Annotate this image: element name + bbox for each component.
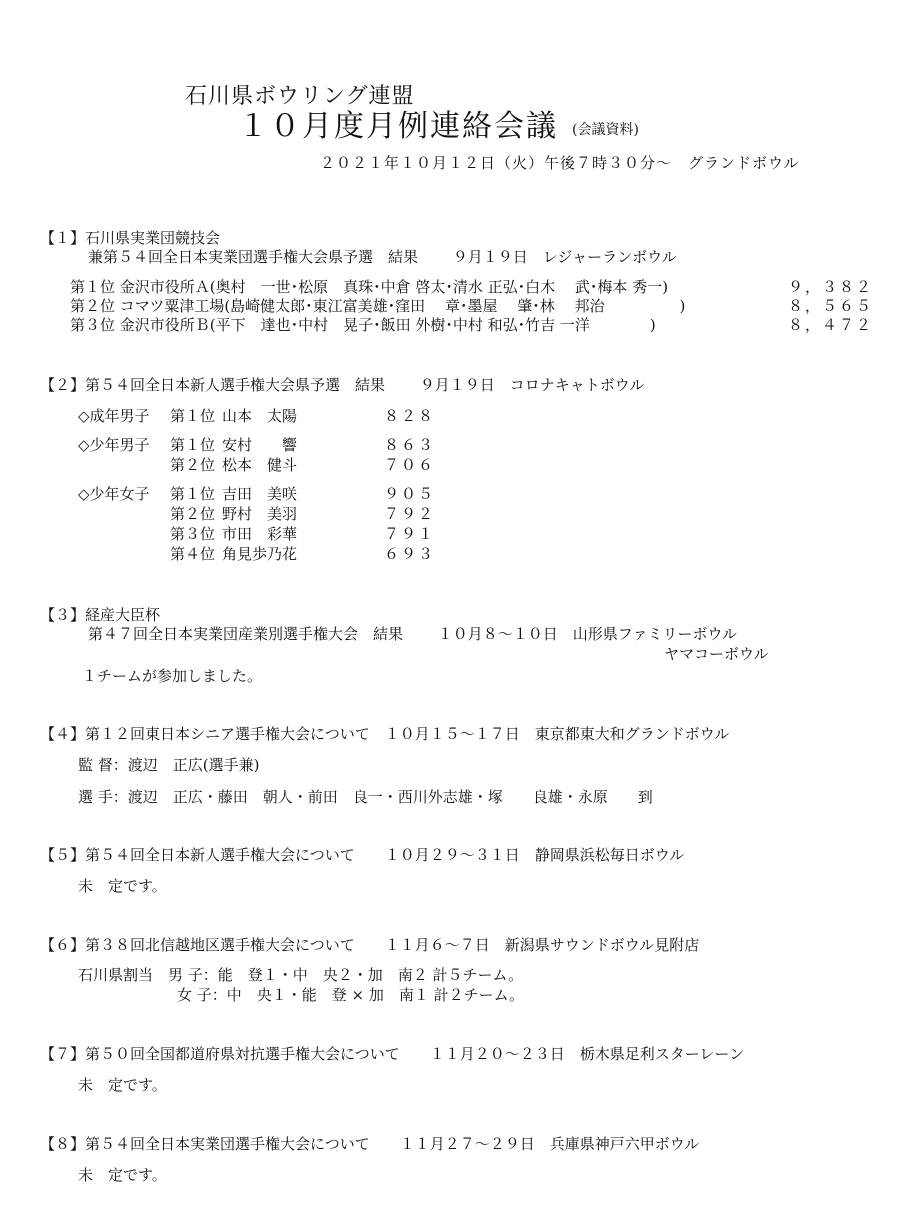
section-5-heading: 【５】第５４回全日本新人選手権大会について １０月２９～３１日 静岡県浜松毎日ボウル	[40, 846, 685, 864]
result-player: 市田 彩華	[222, 525, 298, 543]
result-player: 山本 太陽	[222, 407, 298, 425]
section-6-heading: 【６】第３８回北信越地区選手権大会について １１月６～７日 新潟県サウンドボウル見附店	[40, 936, 700, 954]
section-6-female-allocation: 女 子：中 央１・能 登 × 加 南１ 計２チーム。	[177, 986, 525, 1004]
section-3-heading: 【３】経産大臣杯	[40, 606, 161, 624]
result-score: ７９１	[384, 525, 436, 543]
section-6-male-allocation: 石川県割当 男 子：能 登１・中 央２・加 南２ 計５チーム。	[78, 966, 523, 984]
section-7-note: 未 定です。	[78, 1076, 167, 1094]
group-adult-men: ◇成年男子	[78, 407, 150, 425]
section-4-players: 選 手：渡辺 正広・藤田 朝人・前田 良一・西川外志雄・塚 良雄・永原 到	[78, 788, 653, 806]
section-1-subheading: 兼第５４回全日本実業団選手権大会県予選 結果 ９月１９日 レジャーランボウル	[88, 248, 677, 266]
document-title: １０月度月例連絡会議	[238, 109, 558, 144]
group-youth-girls: ◇少年女子	[78, 485, 150, 503]
result-score: ８２８	[384, 407, 436, 425]
result-rank: 第４位	[170, 545, 216, 563]
section-8-heading: 【８】第５４回全日本実業団選手権大会について １１月２７～２９日 兵庫県神戸六甲ボウル	[40, 1135, 700, 1153]
result-rank: 第１位	[170, 485, 216, 503]
section-7-heading: 【７】第５０回全国都道府県対抗選手権大会について １１月２０～２３日 栃木県足利スターレーン	[40, 1045, 745, 1063]
section-5-note: 未 定です。	[78, 877, 167, 895]
section-3-venue-2: ヤマコーボウル	[664, 645, 769, 663]
result-player: 松本 健斗	[222, 456, 298, 474]
section-1-row-2-score: ８，５６５	[788, 297, 874, 315]
meeting-date: ２０２１年１０月１２日（火）午後７時３０分～ グランドボウル	[320, 154, 800, 172]
group-youth-boys: ◇少年男子	[78, 436, 150, 454]
result-player: 吉田 美咲	[222, 485, 298, 503]
document-subtitle: (会議資料)	[572, 122, 639, 138]
section-4-coach: 監 督：渡辺 正広(選手兼)	[78, 756, 260, 774]
section-1-row-3-score: ８，４７２	[788, 316, 874, 334]
section-1-row-2-team: 第２位 コマツ粟津工場(島崎健太郎･東江富美雄･窪田 章･墨屋 肇･林 邦治 )	[70, 297, 686, 315]
result-score: ８６３	[384, 436, 436, 454]
result-score: ７０６	[384, 456, 436, 474]
result-player: 安村 響	[222, 436, 298, 454]
result-rank: 第２位	[170, 456, 216, 474]
result-player: 角見歩乃花	[222, 545, 298, 563]
section-2-heading: 【２】第５４回全日本新人選手権大会県予選 結果 ９月１９日 コロナキャトボウル	[40, 376, 645, 394]
result-player: 野村 美羽	[222, 505, 298, 523]
result-score: ７９２	[384, 505, 436, 523]
section-1-row-3-team: 第３位 金沢市役所Ｂ(平下 達也･中村 晃子･飯田 外樹･中村 和弘･竹吉 一洋 )	[70, 316, 656, 334]
result-rank: 第２位	[170, 505, 216, 523]
section-1-row-1-score: ９，３８２	[788, 278, 874, 296]
result-score: ６９３	[384, 545, 436, 563]
result-rank: 第１位	[170, 407, 216, 425]
result-rank: 第１位	[170, 436, 216, 454]
result-rank: 第３位	[170, 525, 216, 543]
section-1-row-1-team: 第１位 金沢市役所Ａ(奥村 一世･松原 真珠･中倉 啓太･清水 正弘･白木 武･梅本 秀一)	[70, 278, 669, 296]
section-1-heading: 【１】石川県実業団競技会	[40, 229, 221, 247]
result-score: ９０５	[384, 485, 436, 503]
section-3-note: １チームが参加しました。	[82, 667, 263, 685]
organization-name: 石川県ボウリング連盟	[185, 84, 415, 109]
section-4-heading: 【４】第１２回東日本シニア選手権大会について １０月１５～１７日 東京都東大和グランドボウル	[40, 725, 730, 743]
section-8-note: 未 定です。	[78, 1166, 167, 1184]
section-3-subheading: 第４７回全日本実業団産業別選手権大会 結果 １０月８～１０日 山形県ファミリーボウル	[88, 625, 738, 643]
